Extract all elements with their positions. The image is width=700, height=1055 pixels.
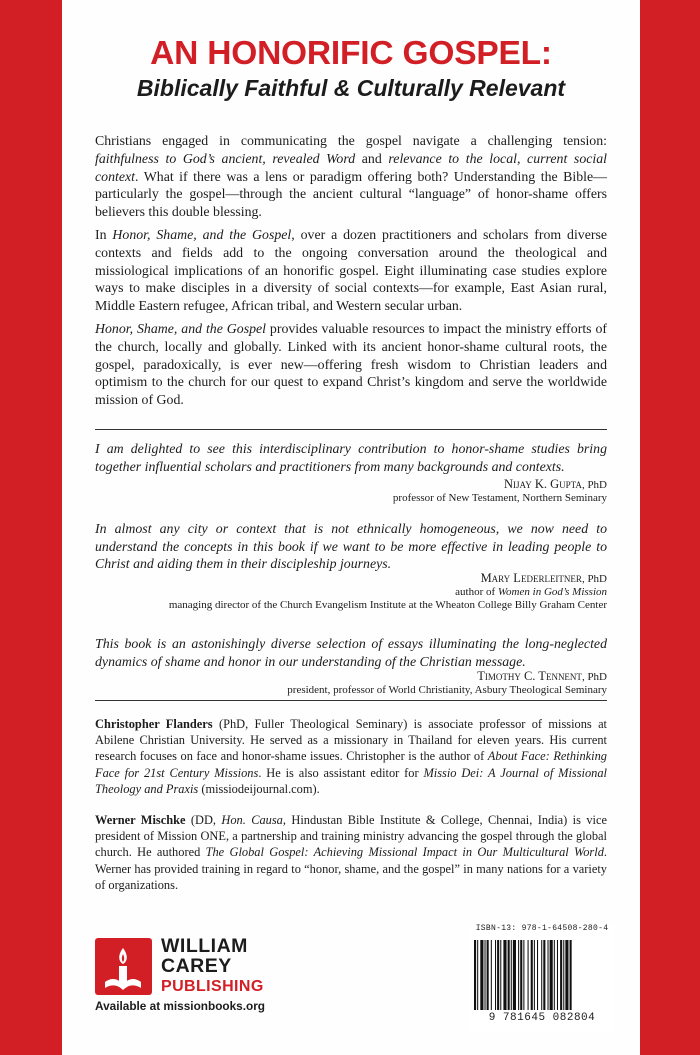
- endorsement-quote-2: In almost any city or context that is not ethnically homogeneous, we now need to understand the concepts in this book if we want to be more effective in leading people to Christ and aiding them in their discipleship journeys.: [95, 521, 607, 571]
- description-paragraph-3: Honor, Shame, and the Gospel provides valuable resources to impact the ministry efforts of the church, locally and globally. Linked with its ancient honor-shame cultural roots, the gospel, paradoxically, is ever new—offering fresh wisdom to Christian leaders and optimism to the church for our quest to expand Christ’s kingdom and serve the worldwide mission of God.: [95, 321, 608, 408]
- availability-text: Available at missionbooks.org: [95, 999, 266, 1013]
- author-bio-1: Christopher Flanders (PhD, Fuller Theological Seminary) is associate professor of missions at Abilene Christian University. He served as a missionary in Thailand for eleven years. His current research focuses on face and honor-shame issues. Christopher is the author of About Face: Rethinking Face for 21st Century Missions. He is also assistant editor for Missio Dei: A Journal of Missional Theology and Praxis (missiodeijournal.com).: [95, 717, 608, 796]
- endorsement-attribution-1: Nijay K. Gupta, PhD professor of New Testament, Northern Seminary: [95, 478, 607, 505]
- barcode-bars: [472, 940, 612, 1012]
- publisher-name-line-3: PUBLISHING: [161, 978, 264, 995]
- candle-icon: [95, 938, 152, 995]
- divider-rule: [95, 429, 607, 430]
- publisher-logo: [95, 934, 285, 1016]
- endorser-role: author of Women in God’s Mission: [455, 586, 607, 598]
- description-paragraph-2: In Honor, Shame, and the Gospel, over a dozen practitioners and scholars from diverse contexts and fields add to the ongoing conversation around the theological and missiological implications of an honorific gospel. Eight illuminating case studies explore ways to make disciples in a diversity of social contexts—for example, East Asian rural, Middle Eastern refugee, African tribal, and Western secular urban.: [95, 227, 607, 314]
- endorser-name: Mary Lederleitner: [480, 571, 582, 585]
- description-paragraph-1: Christians engaged in communicating the gospel navigate a challenging tension: faithfulness to God’s ancient, revealed Word and relevance to the local, current social context. What if there was a lens or paradigm offering both? Understanding the Bible—particularly the gospel—through the ancient cultural “language” of honor-shame offers believers this double blessing.: [95, 133, 607, 220]
- cover-subtitle: Biblically Faithful & Culturally Relevant: [136, 75, 566, 101]
- barcode-digits: 9 781645 082804: [488, 1012, 596, 1024]
- divider-rule: [95, 700, 607, 701]
- endorser-role: president, professor of World Christianity, Asbury Theological Seminary: [287, 684, 607, 696]
- endorser-role: professor of New Testament, Northern Seminary: [392, 492, 607, 504]
- endorser-role-2: managing director of the Church Evangelism Institute at the Wheaton College Billy Graham Center: [168, 599, 607, 611]
- endorsement-attribution-3: Timothy C. Tennent, PhD president, professor of World Christianity, Asbury Theological Seminary: [95, 670, 607, 697]
- author-bio-2: Werner Mischke (DD, Hon. Causa, Hindustan Bible Institute & College, Chennai, India) is vice president of Mission ONE, a partnership and training ministry advancing the gospel through the global church. He authored The Global Gospel: Achieving Missional Impact in Our Multicultural World. Werner has provided training in regard to “honor, shame, and the gospel” in many nations for a variety of organizations.: [95, 813, 607, 892]
- isbn-label: ISBN-13: 978-1-64508-280-4: [475, 924, 609, 933]
- barcode: [468, 924, 614, 1032]
- publisher-name-line-2: CAREY: [161, 955, 232, 977]
- back-cover: [62, 0, 640, 1055]
- endorsement-quote-1: I am delighted to see this interdisciplinary contribution to honor-shame studies bring together influential scholars and practitioners from many backgrounds and contexts.: [95, 441, 607, 474]
- endorser-name: Timothy C. Tennent: [477, 669, 582, 683]
- cover-title: AN HONORIFIC GOSPEL:: [150, 35, 552, 72]
- endorsement-quote-3: This book is an astonishingly diverse selection of essays illuminating the long-neglected dynamics of shame and honor in our understanding of the Christian message.: [95, 636, 607, 669]
- endorser-name: Nijay K. Gupta: [504, 477, 582, 491]
- publisher-name-line-1: WILLIAM: [161, 935, 248, 957]
- endorsement-attribution-2: Mary Lederleitner, PhD author of Women in God’s Mission managing director of the Church Evangelism Institute at the Wheaton College Billy Graham Center: [95, 572, 607, 612]
